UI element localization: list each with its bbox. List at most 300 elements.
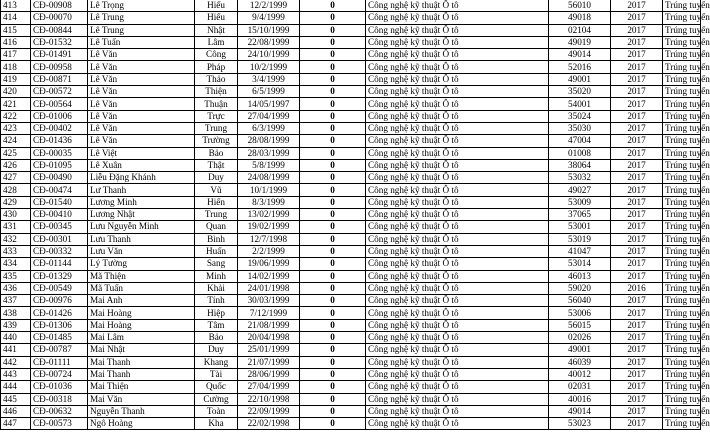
- row-number-cell: 419: [1, 73, 31, 85]
- school-code-cell: 49014: [549, 405, 611, 417]
- table-row: [1, 86, 701, 98]
- major-cell: Công nghệ kỹ thuật Ô tô: [366, 110, 549, 122]
- graduation-year-cell: 2016: [611, 282, 663, 294]
- application-code-cell: CĐ-01540: [31, 196, 88, 208]
- surname-cell: Mai Thanh: [88, 356, 195, 368]
- score-cell: 0: [300, 282, 366, 294]
- surname-cell: Lê Văn: [88, 73, 195, 85]
- result-cell: Trúng tuyển: [663, 49, 701, 61]
- surname-cell: Lương Nhật: [88, 209, 195, 221]
- birth-date-cell: 27/04/1999: [238, 381, 300, 393]
- table-row: [1, 98, 701, 110]
- birth-date-cell: 30/03/1999: [238, 295, 300, 307]
- major-cell: Công nghệ kỹ thuật Ô tô: [366, 368, 549, 380]
- table-row: [1, 122, 701, 134]
- table-row: [1, 307, 701, 319]
- application-code-cell: CĐ-00844: [31, 24, 88, 36]
- table-row: [1, 61, 701, 73]
- score-cell: 0: [300, 368, 366, 380]
- surname-cell: Mai Nhật: [88, 344, 195, 356]
- table-row: [1, 209, 701, 221]
- result-cell: Trúng tuyển: [663, 86, 701, 98]
- result-cell: Trúng tuyển: [663, 295, 701, 307]
- school-code-cell: 41047: [549, 245, 611, 257]
- result-cell: Trúng tuyển: [663, 196, 701, 208]
- result-cell: Trúng tuyển: [663, 393, 701, 405]
- birth-date-cell: 10/2/1999: [238, 61, 300, 73]
- birth-date-cell: 10/1/1999: [238, 184, 300, 196]
- row-number-cell: 431: [1, 221, 31, 233]
- application-code-cell: CĐ-00976: [31, 295, 88, 307]
- application-code-cell: CĐ-01006: [31, 110, 88, 122]
- given-name-cell: Quốc: [195, 381, 238, 393]
- application-code-cell: CĐ-01485: [31, 332, 88, 344]
- graduation-year-cell: 2017: [611, 98, 663, 110]
- major-cell: Công nghệ kỹ thuật Ô tô: [366, 307, 549, 319]
- application-code-cell: CĐ-00345: [31, 221, 88, 233]
- table-row: [1, 24, 701, 36]
- major-cell: Công nghệ kỹ thuật Ô tô: [366, 61, 549, 73]
- application-code-cell: CĐ-00573: [31, 418, 88, 430]
- table-row: [1, 356, 701, 368]
- application-code-cell: CĐ-00572: [31, 86, 88, 98]
- birth-date-cell: 21/08/1999: [238, 319, 300, 331]
- row-number-cell: 446: [1, 405, 31, 417]
- score-cell: 0: [300, 159, 366, 171]
- graduation-year-cell: 2017: [611, 270, 663, 282]
- birth-date-cell: 19/06/1999: [238, 258, 300, 270]
- result-cell: Trúng tuyển: [663, 245, 701, 257]
- school-code-cell: 53023: [549, 418, 611, 430]
- given-name-cell: Tâm: [195, 319, 238, 331]
- row-number-cell: 440: [1, 332, 31, 344]
- score-cell: 0: [300, 147, 366, 159]
- school-code-cell: 53014: [549, 258, 611, 270]
- birth-date-cell: 13/02/1999: [238, 209, 300, 221]
- birth-date-cell: 12/7/1998: [238, 233, 300, 245]
- graduation-year-cell: 2017: [611, 356, 663, 368]
- graduation-year-cell: 2017: [611, 12, 663, 24]
- major-cell: Công nghệ kỹ thuật Ô tô: [366, 159, 549, 171]
- table-row: [1, 233, 701, 245]
- major-cell: Công nghệ kỹ thuật Ô tô: [366, 184, 549, 196]
- given-name-cell: Lâm: [195, 36, 238, 48]
- major-cell: Công nghệ kỹ thuật Ô tô: [366, 344, 549, 356]
- given-name-cell: Minh: [195, 270, 238, 282]
- row-number-cell: 444: [1, 381, 31, 393]
- score-cell: 0: [300, 86, 366, 98]
- row-number-cell: 427: [1, 172, 31, 184]
- graduation-year-cell: 2017: [611, 245, 663, 257]
- graduation-year-cell: 2017: [611, 393, 663, 405]
- birth-date-cell: 3/4/1999: [238, 73, 300, 85]
- graduation-year-cell: 2017: [611, 405, 663, 417]
- table-row: [1, 135, 701, 147]
- major-cell: Công nghệ kỹ thuật Ô tô: [366, 418, 549, 430]
- row-number-cell: 436: [1, 282, 31, 294]
- application-code-cell: CĐ-00564: [31, 98, 88, 110]
- application-code-cell: CĐ-00402: [31, 122, 88, 134]
- result-cell: Trúng tuyển: [663, 110, 701, 122]
- score-cell: 0: [300, 344, 366, 356]
- score-cell: 0: [300, 332, 366, 344]
- table-row: [1, 245, 701, 257]
- score-cell: 0: [300, 418, 366, 430]
- surname-cell: Ngô Hoàng: [88, 418, 195, 430]
- result-cell: Trúng tuyển: [663, 356, 701, 368]
- result-cell: Trúng tuyển: [663, 221, 701, 233]
- row-number-cell: 439: [1, 319, 31, 331]
- application-code-cell: CĐ-00787: [31, 344, 88, 356]
- school-code-cell: 56040: [549, 295, 611, 307]
- school-code-cell: 40012: [549, 368, 611, 380]
- table-row: [1, 147, 701, 159]
- surname-cell: Mai Thanh: [88, 368, 195, 380]
- score-cell: 0: [300, 135, 366, 147]
- major-cell: Công nghệ kỹ thuật Ô tô: [366, 73, 549, 85]
- surname-cell: Lưu Thanh: [88, 233, 195, 245]
- graduation-year-cell: 2017: [611, 418, 663, 430]
- graduation-year-cell: 2017: [611, 209, 663, 221]
- application-code-cell: CĐ-00871: [31, 73, 88, 85]
- given-name-cell: Tài: [195, 368, 238, 380]
- surname-cell: Lư Thanh: [88, 184, 195, 196]
- major-cell: Công nghệ kỹ thuật Ô tô: [366, 295, 549, 307]
- graduation-year-cell: 2017: [611, 295, 663, 307]
- row-number-cell: 420: [1, 86, 31, 98]
- score-cell: 0: [300, 24, 366, 36]
- given-name-cell: Duy: [195, 172, 238, 184]
- given-name-cell: Thảo: [195, 73, 238, 85]
- graduation-year-cell: 2017: [611, 122, 663, 134]
- score-cell: 0: [300, 258, 366, 270]
- application-code-cell: CĐ-01426: [31, 307, 88, 319]
- result-cell: Trúng tuyển: [663, 184, 701, 196]
- result-cell: Trúng tuyển: [663, 135, 701, 147]
- table-row: [1, 405, 701, 417]
- given-name-cell: Hiệp: [195, 307, 238, 319]
- graduation-year-cell: 2017: [611, 147, 663, 159]
- birth-date-cell: 25/01/1999: [238, 344, 300, 356]
- surname-cell: Mai Lâm: [88, 332, 195, 344]
- school-code-cell: 53001: [549, 221, 611, 233]
- table-row: [1, 12, 701, 24]
- birth-date-cell: 6/3/1999: [238, 122, 300, 134]
- graduation-year-cell: 2017: [611, 24, 663, 36]
- major-cell: Công nghệ kỹ thuật Ô tô: [366, 393, 549, 405]
- score-cell: 0: [300, 221, 366, 233]
- application-code-cell: CĐ-00632: [31, 405, 88, 417]
- birth-date-cell: 9/4/1999: [238, 12, 300, 24]
- table-row: [1, 295, 701, 307]
- surname-cell: Lê Xuân: [88, 159, 195, 171]
- application-code-cell: CĐ-01111: [31, 356, 88, 368]
- table-row: [1, 282, 701, 294]
- row-number-cell: 414: [1, 12, 31, 24]
- major-cell: Công nghệ kỹ thuật Ô tô: [366, 24, 549, 36]
- table-row: [1, 221, 701, 233]
- table-row: [1, 172, 701, 184]
- table-row: [1, 184, 701, 196]
- score-cell: 0: [300, 73, 366, 85]
- score-cell: 0: [300, 61, 366, 73]
- school-code-cell: 53032: [549, 172, 611, 184]
- row-number-cell: 434: [1, 258, 31, 270]
- major-cell: Công nghệ kỹ thuật Ô tô: [366, 381, 549, 393]
- school-code-cell: 49019: [549, 36, 611, 48]
- birth-date-cell: 12/2/1999: [238, 0, 300, 12]
- given-name-cell: Tính: [195, 295, 238, 307]
- row-number-cell: 435: [1, 270, 31, 282]
- row-number-cell: 429: [1, 196, 31, 208]
- result-cell: Trúng tuyển: [663, 12, 701, 24]
- graduation-year-cell: 2017: [611, 319, 663, 331]
- graduation-year-cell: 2017: [611, 184, 663, 196]
- given-name-cell: Pháp: [195, 61, 238, 73]
- school-code-cell: 46039: [549, 356, 611, 368]
- major-cell: Công nghệ kỹ thuật Ô tô: [366, 209, 549, 221]
- result-cell: Trúng tuyển: [663, 368, 701, 380]
- score-cell: 0: [300, 196, 366, 208]
- birth-date-cell: 2/2/1999: [238, 245, 300, 257]
- score-cell: 0: [300, 184, 366, 196]
- surname-cell: Lê Trung: [88, 12, 195, 24]
- graduation-year-cell: 2017: [611, 110, 663, 122]
- school-code-cell: 40016: [549, 393, 611, 405]
- application-code-cell: CĐ-00474: [31, 184, 88, 196]
- given-name-cell: Thuận: [195, 98, 238, 110]
- school-code-cell: 35020: [549, 86, 611, 98]
- surname-cell: Lê Việt: [88, 147, 195, 159]
- school-code-cell: 59020: [549, 282, 611, 294]
- row-number-cell: 430: [1, 209, 31, 221]
- table-row: [1, 319, 701, 331]
- major-cell: Công nghệ kỹ thuật Ô tô: [366, 49, 549, 61]
- birth-date-cell: 21/07/1999: [238, 356, 300, 368]
- school-code-cell: 47004: [549, 135, 611, 147]
- row-number-cell: 424: [1, 135, 31, 147]
- given-name-cell: Bình: [195, 233, 238, 245]
- birth-date-cell: 22/08/1999: [238, 36, 300, 48]
- result-cell: Trúng tuyển: [663, 159, 701, 171]
- birth-date-cell: 19/02/1999: [238, 221, 300, 233]
- table-row: [1, 159, 701, 171]
- surname-cell: Nguyễn Thanh: [88, 405, 195, 417]
- graduation-year-cell: 2017: [611, 258, 663, 270]
- application-code-cell: CĐ-01491: [31, 49, 88, 61]
- given-name-cell: Quan: [195, 221, 238, 233]
- surname-cell: Lê Văn: [88, 49, 195, 61]
- result-cell: Trúng tuyển: [663, 332, 701, 344]
- graduation-year-cell: 2017: [611, 0, 663, 12]
- given-name-cell: Cường: [195, 393, 238, 405]
- surname-cell: Lưu Nguyễn Minh: [88, 221, 195, 233]
- school-code-cell: 53019: [549, 233, 611, 245]
- score-cell: 0: [300, 12, 366, 24]
- major-cell: Công nghệ kỹ thuật Ô tô: [366, 98, 549, 110]
- birth-date-cell: 28/08/1999: [238, 135, 300, 147]
- given-name-cell: Bảo: [195, 332, 238, 344]
- major-cell: Công nghệ kỹ thuật Ô tô: [366, 122, 549, 134]
- row-number-cell: 437: [1, 295, 31, 307]
- graduation-year-cell: 2017: [611, 221, 663, 233]
- table-row: [1, 381, 701, 393]
- row-number-cell: 433: [1, 245, 31, 257]
- score-cell: 0: [300, 233, 366, 245]
- school-code-cell: 53006: [549, 307, 611, 319]
- birth-date-cell: 22/10/1998: [238, 393, 300, 405]
- result-cell: Trúng tuyển: [663, 381, 701, 393]
- result-cell: Trúng tuyển: [663, 344, 701, 356]
- graduation-year-cell: 2017: [611, 196, 663, 208]
- birth-date-cell: 24/10/1999: [238, 49, 300, 61]
- row-number-cell: 442: [1, 356, 31, 368]
- table-row: [1, 36, 701, 48]
- school-code-cell: 53009: [549, 196, 611, 208]
- school-code-cell: 56010: [549, 0, 611, 12]
- major-cell: Công nghệ kỹ thuật Ô tô: [366, 86, 549, 98]
- school-code-cell: 49018: [549, 12, 611, 24]
- score-cell: 0: [300, 245, 366, 257]
- table-row: [1, 110, 701, 122]
- major-cell: Công nghệ kỹ thuật Ô tô: [366, 356, 549, 368]
- score-cell: 0: [300, 270, 366, 282]
- graduation-year-cell: 2017: [611, 332, 663, 344]
- major-cell: Công nghệ kỹ thuật Ô tô: [366, 36, 549, 48]
- table-row: [1, 393, 701, 405]
- application-code-cell: CĐ-00318: [31, 393, 88, 405]
- application-code-cell: CĐ-01436: [31, 135, 88, 147]
- surname-cell: Lưu Văn: [88, 245, 195, 257]
- table-row: [1, 49, 701, 61]
- graduation-year-cell: 2017: [611, 172, 663, 184]
- birth-date-cell: 20/04/1998: [238, 332, 300, 344]
- graduation-year-cell: 2017: [611, 61, 663, 73]
- given-name-cell: Bảo: [195, 147, 238, 159]
- score-cell: 0: [300, 172, 366, 184]
- graduation-year-cell: 2017: [611, 307, 663, 319]
- table-row: [1, 368, 701, 380]
- school-code-cell: 35024: [549, 110, 611, 122]
- result-cell: Trúng tuyển: [663, 61, 701, 73]
- application-code-cell: CĐ-00301: [31, 233, 88, 245]
- surname-cell: Lý Tường: [88, 258, 195, 270]
- score-cell: 0: [300, 0, 366, 12]
- major-cell: Công nghệ kỹ thuật Ô tô: [366, 147, 549, 159]
- result-cell: Trúng tuyển: [663, 270, 701, 282]
- surname-cell: Mã Thiện: [88, 270, 195, 282]
- school-code-cell: 49001: [549, 73, 611, 85]
- given-name-cell: Hiếu: [195, 0, 238, 12]
- row-number-cell: 423: [1, 122, 31, 134]
- major-cell: Công nghệ kỹ thuật Ô tô: [366, 332, 549, 344]
- score-cell: 0: [300, 295, 366, 307]
- score-cell: 0: [300, 381, 366, 393]
- result-cell: Trúng tuyển: [663, 0, 701, 12]
- result-cell: Trúng tuyển: [663, 122, 701, 134]
- major-cell: Công nghệ kỹ thuật Ô tô: [366, 319, 549, 331]
- row-number-cell: 428: [1, 184, 31, 196]
- score-cell: 0: [300, 405, 366, 417]
- score-cell: 0: [300, 110, 366, 122]
- result-cell: Trúng tuyển: [663, 73, 701, 85]
- application-code-cell: CĐ-00549: [31, 282, 88, 294]
- school-code-cell: 49014: [549, 49, 611, 61]
- surname-cell: Mai Văn: [88, 393, 195, 405]
- surname-cell: Mã Tuấn: [88, 282, 195, 294]
- given-name-cell: Sang: [195, 258, 238, 270]
- score-cell: 0: [300, 209, 366, 221]
- row-number-cell: 415: [1, 24, 31, 36]
- birth-date-cell: 5/8/1999: [238, 159, 300, 171]
- row-number-cell: 443: [1, 368, 31, 380]
- row-number-cell: 445: [1, 393, 31, 405]
- score-cell: 0: [300, 393, 366, 405]
- birth-date-cell: 14/05/1997: [238, 98, 300, 110]
- school-code-cell: 01008: [549, 147, 611, 159]
- birth-date-cell: 24/01/1998: [238, 282, 300, 294]
- score-cell: 0: [300, 356, 366, 368]
- given-name-cell: Kha: [195, 418, 238, 430]
- school-code-cell: 56015: [549, 319, 611, 331]
- school-code-cell: 46013: [549, 270, 611, 282]
- result-cell: Trúng tuyển: [663, 405, 701, 417]
- graduation-year-cell: 2017: [611, 135, 663, 147]
- result-cell: Trúng tuyển: [663, 233, 701, 245]
- given-name-cell: Trung: [195, 209, 238, 221]
- row-number-cell: 447: [1, 418, 31, 430]
- row-number-cell: 413: [1, 0, 31, 12]
- birth-date-cell: 24/08/1999: [238, 172, 300, 184]
- graduation-year-cell: 2017: [611, 73, 663, 85]
- major-cell: Công nghệ kỹ thuật Ô tô: [366, 233, 549, 245]
- given-name-cell: Toàn: [195, 405, 238, 417]
- birth-date-cell: 15/10/1999: [238, 24, 300, 36]
- row-number-cell: 422: [1, 110, 31, 122]
- result-cell: Trúng tuyển: [663, 258, 701, 270]
- school-code-cell: 02104: [549, 24, 611, 36]
- birth-date-cell: 14/02/1999: [238, 270, 300, 282]
- surname-cell: Lê Văn: [88, 61, 195, 73]
- application-code-cell: CĐ-00490: [31, 172, 88, 184]
- surname-cell: Mai Anh: [88, 295, 195, 307]
- surname-cell: Lê Trung: [88, 24, 195, 36]
- score-cell: 0: [300, 98, 366, 110]
- given-name-cell: Thiện: [195, 86, 238, 98]
- row-number-cell: 441: [1, 344, 31, 356]
- school-code-cell: 49027: [549, 184, 611, 196]
- birth-date-cell: 8/3/1999: [238, 196, 300, 208]
- result-cell: Trúng tuyển: [663, 209, 701, 221]
- table-row: [1, 344, 701, 356]
- surname-cell: Lê Văn: [88, 110, 195, 122]
- major-cell: Công nghệ kỹ thuật Ô tô: [366, 282, 549, 294]
- table-row: [1, 332, 701, 344]
- table-row: [1, 270, 701, 282]
- score-cell: 0: [300, 319, 366, 331]
- graduation-year-cell: 2017: [611, 86, 663, 98]
- result-cell: Trúng tuyển: [663, 319, 701, 331]
- given-name-cell: Huấn: [195, 245, 238, 257]
- application-code-cell: CĐ-01144: [31, 258, 88, 270]
- graduation-year-cell: 2017: [611, 233, 663, 245]
- major-cell: Công nghệ kỹ thuật Ô tô: [366, 172, 549, 184]
- given-name-cell: Hiếu: [195, 12, 238, 24]
- surname-cell: Lê Trọng: [88, 0, 195, 12]
- surname-cell: Liễu Đặng Khánh: [88, 172, 195, 184]
- given-name-cell: Duy: [195, 344, 238, 356]
- row-number-cell: 438: [1, 307, 31, 319]
